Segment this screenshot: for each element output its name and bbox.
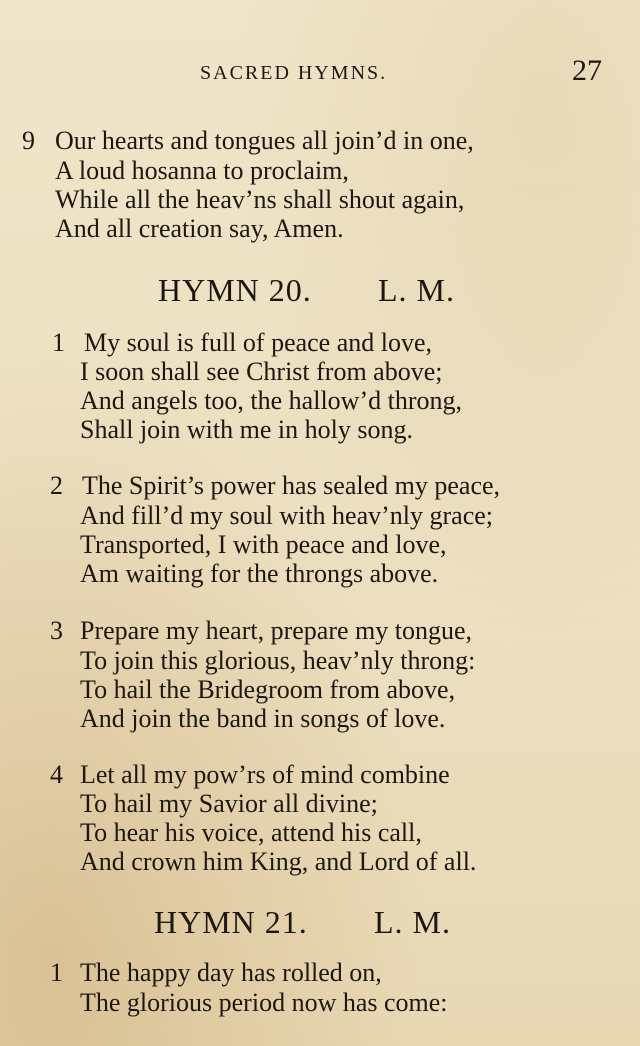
stanza-number: 1	[52, 328, 65, 357]
stanza-number: 9	[22, 126, 35, 155]
stanza-line: Our hearts and tongues all join’d in one,	[55, 126, 474, 155]
stanza-line: Shall join with me in holy song.	[80, 415, 413, 444]
hymn-20-title: HYMN 20.	[158, 272, 312, 308]
stanza-line: And join the band in songs of love.	[80, 704, 446, 733]
stanza-number: 3	[50, 616, 63, 645]
stanza-line: To hail my Savior all divine;	[80, 789, 378, 818]
stanza-line: And fill’d my soul with heav’nly grace;	[80, 501, 494, 530]
running-head	[0, 54, 640, 90]
stanza-line: The glorious period now has come:	[80, 988, 448, 1017]
hymn-20-meter: L. M.	[378, 272, 455, 308]
stanza-line: And angels too, the hallow’d throng,	[80, 386, 462, 415]
stanza-line: Transported, I with peace and love,	[80, 530, 447, 559]
page-number: 27	[572, 54, 602, 87]
stanza-line: A loud hosanna to proclaim,	[55, 156, 349, 185]
stanza-line: To join this glorious, heav’nly throng:	[80, 646, 476, 675]
stanza-line: The Spirit’s power has sealed my peace,	[82, 471, 501, 500]
stanza-line: Let all my pow’rs of mind combine	[80, 760, 450, 789]
stanza-number: 4	[50, 760, 63, 789]
stanza-line: My soul is full of peace and love,	[84, 328, 433, 357]
stanza-line: Am waiting for the throngs above.	[80, 559, 439, 588]
stanza-line: I soon shall see Christ from above;	[80, 357, 443, 386]
stanza-line: While all the heav’ns shall shout again,	[55, 185, 465, 214]
stanza-number: 2	[50, 471, 63, 500]
stanza-number: 1	[50, 958, 63, 987]
stanza-line: And all creation say, Amen.	[55, 214, 344, 243]
stanza-line: The happy day has rolled on,	[80, 958, 382, 987]
stanza-line: To hear his voice, attend his call,	[80, 818, 422, 847]
stanza-line: And crown him King, and Lord of all.	[80, 847, 477, 876]
hymn-21-meter: L. M.	[374, 904, 451, 940]
stanza-line: Prepare my heart, prepare my tongue,	[80, 616, 473, 645]
running-head-title: SACRED HYMNS.	[200, 62, 388, 84]
hymn-21-title: HYMN 21.	[154, 904, 308, 940]
stanza-line: To hail the Bridegroom from above,	[80, 675, 456, 704]
